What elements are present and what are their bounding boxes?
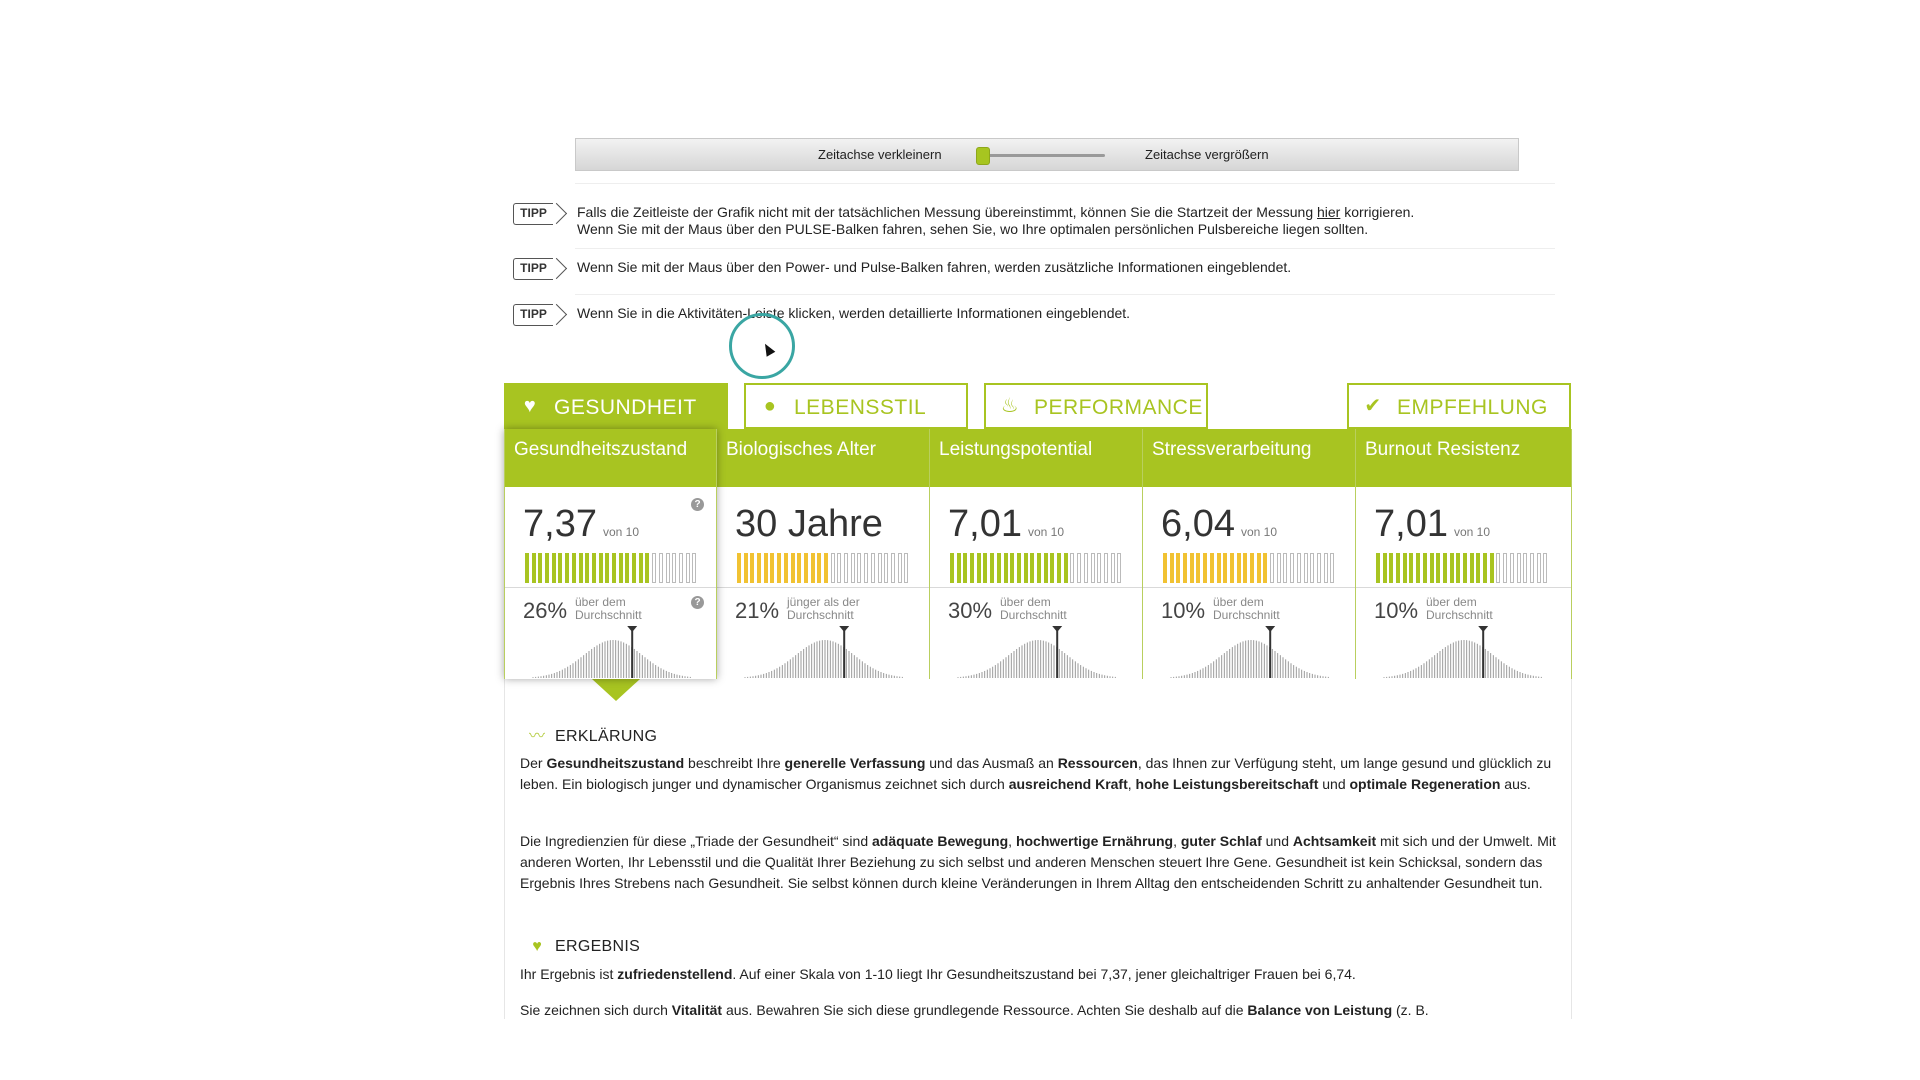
marker-head <box>839 626 849 632</box>
score-bar-segment <box>1030 553 1034 583</box>
score-bar-segment <box>1223 553 1227 583</box>
distribution-chart <box>1374 626 1554 678</box>
help-icon[interactable]: ? <box>691 596 704 609</box>
percent-note <box>1426 596 1536 622</box>
score-bar-segment <box>686 553 690 583</box>
score-bar-segment <box>538 553 542 583</box>
score-bar-segment <box>1263 553 1267 583</box>
heart-icon: ♥ <box>523 395 537 417</box>
metric-cards <box>504 429 1572 679</box>
score-bar-segment <box>1270 553 1274 583</box>
tab-label: EMPFEHLUNG <box>1397 396 1548 419</box>
score-value: 7,01 <box>1374 503 1448 545</box>
score-value: 6,04 <box>1161 503 1235 545</box>
flame-icon: ♨ <box>1000 395 1020 417</box>
score-bar-segment <box>652 553 656 583</box>
card-header <box>1143 429 1355 487</box>
score-bar-segment <box>817 553 821 583</box>
score-bar-segment <box>1257 553 1261 583</box>
score-bar-segment <box>1430 553 1434 583</box>
zoom-slider-thumb[interactable] <box>976 147 990 165</box>
score-of: von 10 <box>602 525 639 539</box>
note-line: über dem <box>575 595 626 609</box>
score-bar-segment <box>784 553 788 583</box>
divider <box>505 587 716 588</box>
score-bar-segment <box>612 553 616 583</box>
score-bar-segment <box>777 553 781 583</box>
score-bar-segment <box>764 553 768 583</box>
score-bar-segment <box>970 553 974 583</box>
distribution-chart <box>523 626 703 678</box>
score-bar-segment <box>605 553 609 583</box>
divider <box>930 587 1142 588</box>
score-bar-segment <box>525 553 529 583</box>
divider <box>575 248 1555 249</box>
score-bar-segment <box>599 553 603 583</box>
tip-text-line2: Wenn Sie mit der Maus über den PULSE-Balken fahren, sehen Sie, wo Ihre optimalen persönlichen Pulsbereiche liegen sollten. <box>577 221 1369 237</box>
score-bar-segment <box>1330 553 1334 583</box>
score-bar-segment <box>1396 553 1400 583</box>
score-bar-segment <box>1470 553 1474 583</box>
score-bar-segment <box>811 553 815 583</box>
score-of: von 10 <box>1027 525 1064 539</box>
card-leistungspotential[interactable] <box>930 429 1143 679</box>
divider <box>575 294 1555 295</box>
score-bar-segment <box>1210 553 1214 583</box>
score-bar-segment <box>1050 553 1054 583</box>
explanation-paragraph-2: Die Ingredienzien für diese „Triade der Gesundheit“ sind adäquate Bewegung, hochwertige Ernährung, guter Schlaf und Achtsamkeit mit sich und der Umwelt. Mit anderen Worten, Ihr Lebensstil und die Qualität Ihrer Beziehung zu sich selbst und anderen Menschen steuert Ihre Gene. Gesundheit ist kein Schicksal, sondern das Ergebnis Ihres Strebens nach Gesundheit. Sie selbst können durch kleine Veränderungen in Ihrem Alltag den entscheidenden Schritt zu anhaltender Gesundheit tun. <box>520 833 1556 891</box>
score-bar-segment <box>884 553 888 583</box>
score-bar-segment <box>1217 553 1221 583</box>
tip-badge: TIPP <box>513 203 553 225</box>
score-bar-segment <box>844 553 848 583</box>
score-bar-segment <box>1250 553 1254 583</box>
score-bar-segment <box>1077 553 1081 583</box>
percent-value: 26% <box>523 598 568 623</box>
apple-icon: ● <box>763 395 777 417</box>
score-bar-segment <box>552 553 556 583</box>
score-bar-segment <box>1503 553 1507 583</box>
score-bars <box>525 553 699 583</box>
distribution-chart <box>735 626 915 678</box>
score-bars <box>1376 553 1550 583</box>
percent-note <box>1213 596 1323 622</box>
tab-label: LEBENSSTIL <box>794 396 927 419</box>
score-bar-segment <box>1190 553 1194 583</box>
score-bar-segment <box>1304 553 1308 583</box>
score-bar-segment <box>997 553 1001 583</box>
tip-badge: TIPP <box>513 258 553 280</box>
score-bar-segment <box>1010 553 1014 583</box>
score-bar-segment <box>898 553 902 583</box>
score-bar-segment <box>1044 553 1048 583</box>
score-bar-segment <box>1183 553 1187 583</box>
percent-note <box>575 596 685 622</box>
score-bar-segment <box>963 553 967 583</box>
score-bar-segment <box>1403 553 1407 583</box>
score-bar-segment <box>592 553 596 583</box>
score-bar-segment <box>1483 553 1487 583</box>
card-burnout-resistenz[interactable] <box>1356 429 1572 679</box>
score-bars <box>1163 553 1337 583</box>
score-of: von 10 <box>1240 525 1277 539</box>
zoom-slider-track[interactable] <box>980 154 1105 157</box>
card-gesundheitszustand[interactable] <box>504 429 717 679</box>
score-bar-segment <box>1237 553 1241 583</box>
percent-value: 21% <box>735 598 780 623</box>
score-bar-segment <box>645 553 649 583</box>
help-icon[interactable]: ? <box>691 498 704 511</box>
note-line: jünger als der <box>787 595 860 609</box>
score-bar-segment <box>1004 553 1008 583</box>
score-bar-segment <box>1017 553 1021 583</box>
score-value: 7,01 <box>948 503 1022 545</box>
card-header <box>1356 429 1571 487</box>
score-bar-segment <box>904 553 908 583</box>
score-bar-segment <box>1111 553 1115 583</box>
score-bar-segment <box>804 553 808 583</box>
score-bar-segment <box>864 553 868 583</box>
card-title: Gesundheitszustand <box>514 439 688 460</box>
divider <box>575 183 1555 184</box>
tip-text-part: Falls die Zeitleiste der Grafik nicht mit der tatsächlichen Messung übereinstimmt, können Sie die Startzeit der Messung <box>577 204 1317 220</box>
score-bar-segment <box>1376 553 1380 583</box>
note-line: Durchschnitt <box>1213 608 1280 622</box>
score-bar-segment <box>666 553 670 583</box>
score-bar-segment <box>565 553 569 583</box>
score-bar-segment <box>1383 553 1387 583</box>
selected-card-pointer <box>592 679 640 701</box>
percent-value: 10% <box>1374 598 1419 623</box>
result-title: ERGEBNIS <box>555 938 641 955</box>
tab-label: GESUNDHEIT <box>554 396 697 419</box>
score-bar-segment <box>632 553 636 583</box>
tip-text-part: korrigieren. <box>1340 204 1415 220</box>
tab-performance[interactable] <box>984 383 1208 429</box>
score-bar-segment <box>532 553 536 583</box>
tip-text: Wenn Sie mit der Maus über den Power- und Pulse-Balken fahren, werden zusätzliche Informationen eingeblendet. <box>577 259 1292 275</box>
score-bar-segment <box>1243 553 1247 583</box>
panel-border <box>504 679 505 1019</box>
card-title: Biologisches Alter <box>726 439 876 460</box>
card-title: Burnout Resistenz <box>1365 439 1521 460</box>
score-bar-segment <box>891 553 895 583</box>
score-bar-segment <box>1416 553 1420 583</box>
divider <box>1143 587 1355 588</box>
score-bar-segment <box>1024 553 1028 583</box>
result-paragraph-1: Ihr Ergebnis ist zufriedenstellend. Auf einer Skala von 1-10 liegt Ihr Gesundheitszustand bei 7,37, jener gleichaltriger Frauen bei 6,74. <box>520 966 1356 982</box>
tip-text <box>577 204 1414 238</box>
card-header <box>717 429 929 487</box>
score-bar-segment <box>1084 553 1088 583</box>
score-bar-segment <box>983 553 987 583</box>
score-bar-segment <box>1317 553 1321 583</box>
score-bar-segment <box>1064 553 1068 583</box>
score-bar-segment <box>837 553 841 583</box>
score-bar-segment <box>672 553 676 583</box>
score-bar-segment <box>1476 553 1480 583</box>
marker-head <box>1265 626 1275 632</box>
score-bar-segment <box>1297 553 1301 583</box>
score-bar-segment <box>737 553 741 583</box>
timeline-zoom-bar <box>575 138 1519 171</box>
score-bar-segment <box>1277 553 1281 583</box>
percent-value: 10% <box>1161 598 1206 623</box>
tip-badge: TIPP <box>513 304 553 326</box>
heart-icon: ♥ <box>532 938 542 955</box>
card-header <box>930 429 1142 487</box>
note-line: über dem <box>1213 595 1264 609</box>
score-bar-segment <box>1543 553 1547 583</box>
score-bars <box>737 553 911 583</box>
marker-head <box>1052 626 1062 632</box>
score-bar-segment <box>1436 553 1440 583</box>
card-header <box>505 429 716 487</box>
note-line: Durchschnitt <box>787 608 854 622</box>
score-bar-segment <box>1104 553 1108 583</box>
tab-gesundheit[interactable] <box>504 383 728 429</box>
distribution-chart <box>1161 626 1341 678</box>
distribution-chart <box>948 626 1128 678</box>
score-bars <box>950 553 1124 583</box>
score-bar-segment <box>1310 553 1314 583</box>
panel-border <box>1571 679 1572 1019</box>
score-bar-segment <box>857 553 861 583</box>
note-line: Durchschnitt <box>1000 608 1067 622</box>
score-bar-segment <box>1456 553 1460 583</box>
score-bar-segment <box>1037 553 1041 583</box>
leaf-icon: ✔ <box>1364 395 1382 417</box>
score-bar-segment <box>1537 553 1541 583</box>
trend-icon: 〰 <box>528 728 545 745</box>
score-of: von 10 <box>1453 525 1490 539</box>
score-bar-segment <box>1324 553 1328 583</box>
score-bar-segment <box>831 553 835 583</box>
score-bar-segment <box>1496 553 1500 583</box>
score-bar-segment <box>1409 553 1413 583</box>
score-bar-segment <box>797 553 801 583</box>
score-bar-segment <box>770 553 774 583</box>
score-bar-segment <box>692 553 696 583</box>
score-bar-segment <box>1443 553 1447 583</box>
score-bar-segment <box>1490 553 1494 583</box>
score-bar-segment <box>1517 553 1521 583</box>
tab-empfehlung[interactable] <box>1347 383 1571 429</box>
score-bar-segment <box>757 553 761 583</box>
card-stressverarbeitung[interactable] <box>1143 429 1356 679</box>
score-bar-segment <box>878 553 882 583</box>
note-line: über dem <box>1426 595 1477 609</box>
score-bar-segment <box>1203 553 1207 583</box>
zoom-in-label[interactable]: Zeitachse vergrößern <box>1145 147 1269 162</box>
explanation-paragraph-1: Der Gesundheitszustand beschreibt Ihre generelle Verfassung und das Ausmaß an Ressourcen, das Ihnen zur Verfügung steht, um lange gesund und glücklich zu leben. Ein biologisch junger und dynamischer Organismus zeichnet sich durch ausreichend Kraft, hohe Leistungsbereitschaft und optimale Regeneration aus. <box>520 755 1552 792</box>
tab-lebensstil[interactable] <box>744 383 968 429</box>
correct-start-time-link[interactable]: hier <box>1317 204 1341 220</box>
card-title: Leistungspotential <box>939 439 1093 460</box>
score-bar-segment <box>585 553 589 583</box>
card-score <box>948 503 1064 546</box>
score-bar-segment <box>1176 553 1180 583</box>
score-bar-segment <box>1070 553 1074 583</box>
score-bar-segment <box>639 553 643 583</box>
score-bar-segment <box>1097 553 1101 583</box>
tip-text: Wenn Sie in die Aktivitäten-Leiste klicken, werden detaillierte Informationen eingeblendet. <box>577 305 1131 321</box>
score-bar-segment <box>1170 553 1174 583</box>
marker-head <box>1478 626 1488 632</box>
percent-value: 30% <box>948 598 993 623</box>
score-bar-segment <box>1163 553 1167 583</box>
score-value: 30 Jahre <box>735 503 883 545</box>
note-line: Durchschnitt <box>575 608 642 622</box>
score-bar-segment <box>1057 553 1061 583</box>
score-bar-segment <box>625 553 629 583</box>
note-line: Durchschnitt <box>1426 608 1493 622</box>
percent-note <box>787 596 897 622</box>
score-bar-segment <box>1117 553 1121 583</box>
score-bar-segment <box>558 553 562 583</box>
card-score <box>1374 503 1490 546</box>
marker-head <box>627 626 637 632</box>
zoom-out-label[interactable]: Zeitachse verkleinern <box>818 147 942 162</box>
card-title: Stressverarbeitung <box>1152 439 1312 460</box>
score-bar-segment <box>659 553 663 583</box>
card-score <box>735 503 889 546</box>
score-bar-segment <box>572 553 576 583</box>
score-bar-segment <box>1290 553 1294 583</box>
card-score <box>523 503 639 546</box>
score-bar-segment <box>1523 553 1527 583</box>
score-bar-segment <box>1423 553 1427 583</box>
score-bar-segment <box>1530 553 1534 583</box>
score-bar-segment <box>977 553 981 583</box>
score-bar-segment <box>851 553 855 583</box>
score-bar-segment <box>1450 553 1454 583</box>
score-bar-segment <box>1510 553 1514 583</box>
score-bar-segment <box>750 553 754 583</box>
score-bar-segment <box>1091 553 1095 583</box>
tab-label: PERFORMANCE <box>1034 396 1203 419</box>
score-value: 7,37 <box>523 503 597 545</box>
note-line: über dem <box>1000 595 1051 609</box>
card-score <box>1161 503 1277 546</box>
score-bar-segment <box>824 553 828 583</box>
score-bar-segment <box>791 553 795 583</box>
score-bar-segment <box>619 553 623 583</box>
score-bar-segment <box>545 553 549 583</box>
score-bar-segment <box>990 553 994 583</box>
score-bar-segment <box>579 553 583 583</box>
divider <box>717 587 929 588</box>
card-biologisches-alter[interactable] <box>717 429 930 679</box>
score-bar-segment <box>1230 553 1234 583</box>
explanation-title: ERKLÄRUNG <box>555 728 658 745</box>
score-bar-segment <box>950 553 954 583</box>
score-bar-segment <box>1196 553 1200 583</box>
score-bar-segment <box>1283 553 1287 583</box>
score-bar-segment <box>871 553 875 583</box>
score-bar-segment <box>679 553 683 583</box>
divider <box>1356 587 1571 588</box>
result-paragraph-2: Sie zeichnen sich durch Vitalität aus. Bewahren Sie sich diese grundlegende Ressource. Achten Sie deshalb auf die Balance von Leistung (z. B. <box>520 1002 1429 1018</box>
score-bar-segment <box>1389 553 1393 583</box>
percent-note <box>1000 596 1110 622</box>
score-bar-segment <box>744 553 748 583</box>
score-bar-segment <box>1463 553 1467 583</box>
score-bar-segment <box>957 553 961 583</box>
